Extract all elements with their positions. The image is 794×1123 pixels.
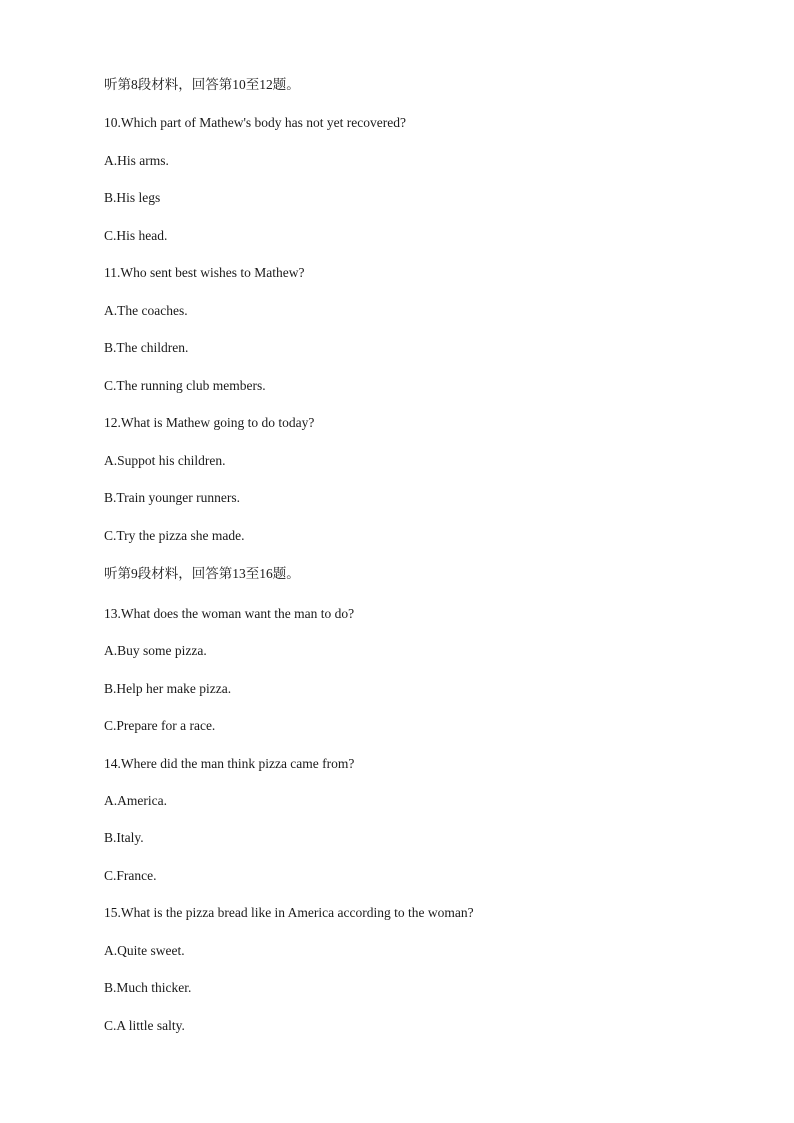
question-option: B.His legs — [104, 190, 161, 205]
question-option: A.Quite sweet. — [104, 943, 185, 958]
question-option: B.Much thicker. — [104, 980, 192, 995]
question-option: A.Suppot his children. — [104, 453, 226, 468]
question-option: A.His arms. — [104, 153, 169, 168]
question-stem: 10.Which part of Mathew's body has not yet recovered? — [104, 115, 406, 130]
section-heading: 听第8段材料，回答第10至12题。 — [104, 77, 300, 92]
question-stem: 11.Who sent best wishes to Mathew? — [104, 265, 305, 280]
question-option: C.A little salty. — [104, 1018, 185, 1033]
question-option: B.Italy. — [104, 830, 144, 845]
question-option: C.Prepare for a race. — [104, 718, 216, 733]
question-option: A.Buy some pizza. — [104, 643, 207, 658]
question-stem: 13.What does the woman want the man to do? — [104, 606, 355, 621]
question-option: C.His head. — [104, 228, 168, 243]
question-option: B.Train younger runners. — [104, 490, 240, 505]
section-heading: 听第9段材料，回答第13至16题。 — [104, 566, 300, 581]
question-option: C.The running club members. — [104, 378, 266, 393]
question-option: B.The children. — [104, 340, 189, 355]
question-stem: 14.Where did the man think pizza came from? — [104, 756, 355, 771]
question-option: C.France. — [104, 868, 157, 883]
question-option: B.Help her make pizza. — [104, 681, 232, 696]
question-stem: 15.What is the pizza bread like in America according to the woman? — [104, 905, 474, 920]
question-option: A.America. — [104, 793, 167, 808]
question-stem: 12.What is Mathew going to do today? — [104, 415, 315, 430]
question-option: A.The coaches. — [104, 303, 188, 318]
question-option: C.Try the pizza she made. — [104, 528, 245, 543]
